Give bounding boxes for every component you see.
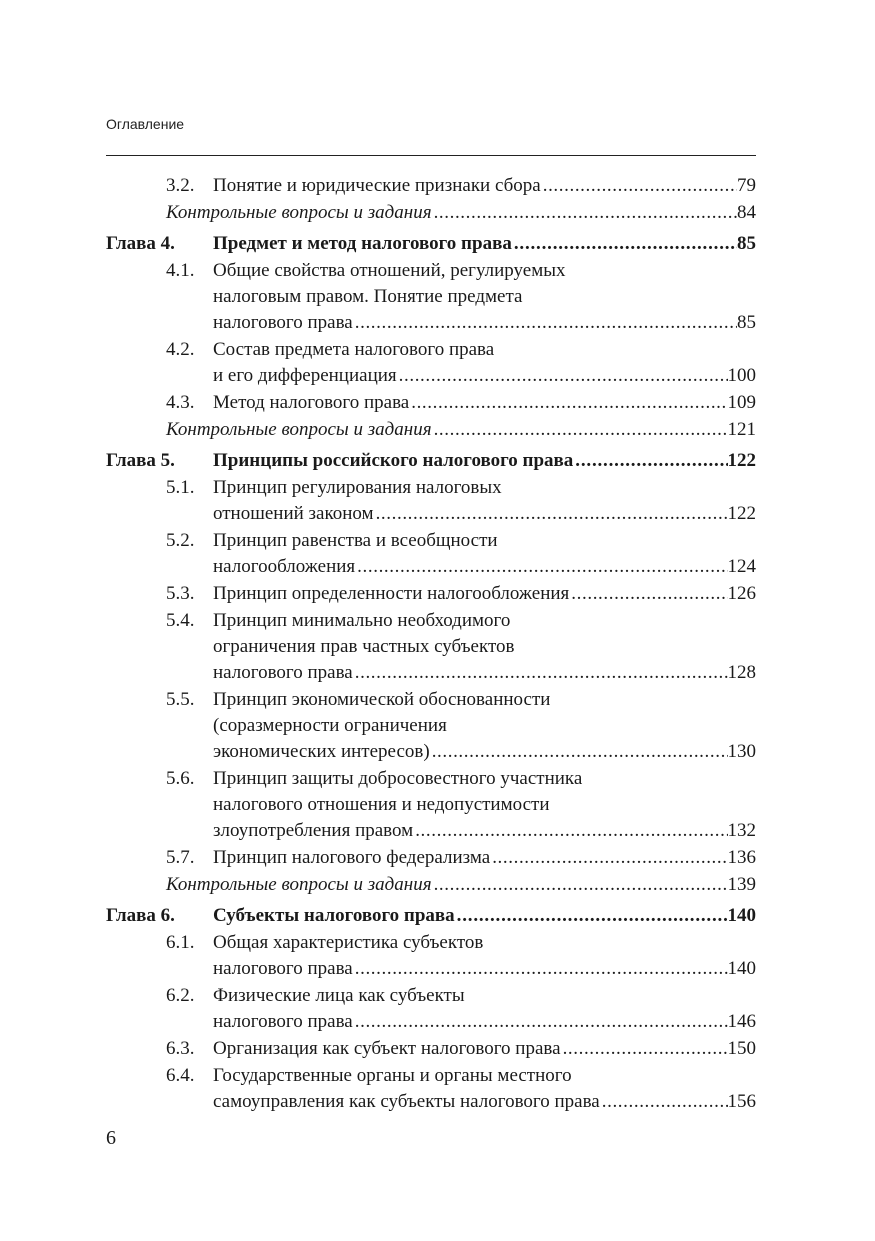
toc-entry-section	[106, 581, 756, 607]
toc-entry-title-line: Общая характеристика субъектов	[213, 932, 484, 953]
toc-entry-title-line: Принцип налогового федерализма	[213, 847, 491, 868]
toc-entry-page: 128	[727, 662, 756, 683]
toc-entry-number: Глава 6.	[106, 905, 175, 926]
toc-entry-number: 4.3.	[166, 392, 195, 413]
toc-entry-page: 132	[727, 820, 756, 841]
toc-entry-title-line: Организация как субъект налогового права	[213, 1038, 561, 1059]
toc-entry-title-line: налогового права	[213, 1011, 353, 1032]
toc-entry-section	[106, 390, 756, 416]
toc-entry-title	[213, 608, 756, 686]
toc-entry-section	[106, 766, 756, 844]
dot-leader	[353, 956, 728, 982]
toc-entry-title-line: налогообложения	[213, 556, 356, 577]
toc-entry-title-line: Принцип экономической обоснованности	[213, 689, 551, 710]
toc-entry-title-line: Контрольные вопросы и задания	[166, 419, 432, 440]
toc-entry-section	[106, 173, 756, 199]
toc-entry-page: 84	[737, 202, 756, 223]
toc-entry-title	[213, 258, 756, 336]
toc-entry-section	[106, 528, 756, 580]
toc-entry-number: 6.2.	[166, 985, 195, 1006]
toc-entry-control	[106, 872, 756, 898]
toc-entry-title-line: Принцип определенности налогообложения	[213, 583, 570, 604]
dot-leader	[409, 390, 727, 416]
toc-entry-title-line: Принцип равенства и всеобщности	[213, 530, 498, 551]
toc-entry-number: 6.3.	[166, 1038, 195, 1059]
toc-entry-title-line: Государственные органы и органы местного	[213, 1065, 572, 1086]
dot-leader	[455, 903, 728, 929]
toc-entry-title-line: Субъекты налогового права	[213, 905, 455, 926]
toc-entry-title-line: Принцип защиты добросовестного участника	[213, 768, 583, 789]
toc-entry-number: Глава 4.	[106, 233, 175, 254]
toc-entry-title-line: Контрольные вопросы и задания	[166, 874, 432, 895]
toc-entry-number: 5.3.	[166, 583, 195, 604]
toc-entry-title	[213, 231, 756, 257]
dot-leader	[432, 200, 737, 226]
toc-entry-title-line: Состав предмета налогового права	[213, 339, 495, 360]
toc-entry-page: 124	[727, 556, 756, 577]
toc-entry-number: 6.1.	[166, 932, 195, 953]
dot-leader	[413, 818, 727, 844]
toc-entry-page: 150	[727, 1038, 756, 1059]
toc-entry-section	[106, 930, 756, 982]
toc-entry-title	[166, 872, 756, 898]
toc-entry-page: 109	[727, 392, 756, 413]
dot-leader	[573, 448, 727, 474]
toc-entry-number: 5.5.	[166, 689, 195, 710]
dot-leader	[353, 1009, 728, 1035]
toc-entry-page: 140	[727, 905, 756, 926]
dot-leader	[561, 1036, 728, 1062]
toc-entry-title-line: экономических интересов)	[213, 741, 430, 762]
running-head: Оглавление	[106, 116, 185, 132]
toc-entry-section	[106, 608, 756, 686]
dot-leader	[353, 310, 737, 336]
toc-entry-page: 139	[727, 874, 756, 895]
toc-entry-page: 85	[737, 233, 756, 254]
toc-entry-number: 5.7.	[166, 847, 195, 868]
dot-leader	[432, 417, 728, 443]
toc-entry-title	[213, 448, 756, 474]
toc-entry-page: 122	[727, 503, 756, 524]
toc-entry-page: 130	[727, 741, 756, 762]
toc-entry-page: 140	[727, 958, 756, 979]
dot-leader	[490, 845, 727, 871]
toc-entry-title	[213, 1063, 756, 1115]
toc-entry-number: 6.4.	[166, 1065, 195, 1086]
toc-entry-title-line: Понятие и юридические признаки сбора	[213, 175, 541, 196]
toc-entry-page: 121	[727, 419, 756, 440]
header-rule	[106, 155, 756, 156]
toc-entry-title-line: Принцип минимально необходимого	[213, 610, 511, 631]
toc-entry-chapter	[106, 903, 756, 929]
toc-entry-title	[213, 930, 756, 982]
toc-entry-title-line: налогового права	[213, 312, 353, 333]
toc-entry-page: 79	[737, 175, 756, 196]
dot-leader	[512, 231, 737, 257]
toc-entry-title	[213, 1036, 756, 1062]
toc-entry-number: 5.6.	[166, 768, 195, 789]
dot-leader	[430, 739, 728, 765]
toc-entry-title-line: налогового права	[213, 958, 353, 979]
toc-entry-title	[166, 417, 756, 443]
toc-entry-control	[106, 200, 756, 226]
dot-leader	[353, 660, 728, 686]
toc-entry-number: 5.2.	[166, 530, 195, 551]
table-of-contents	[106, 172, 756, 1116]
toc-entry-title	[213, 903, 756, 929]
toc-entry-number: 4.1.	[166, 260, 195, 281]
toc-entry-title-line: самоуправления как субъекты налогового права	[213, 1091, 600, 1112]
toc-entry-title-line: ограничения прав частных субъектов	[213, 636, 515, 657]
toc-entry-title	[213, 581, 756, 607]
toc-entry-title	[213, 173, 756, 199]
toc-entry-number: 4.2.	[166, 339, 195, 360]
toc-entry-number: 3.2.	[166, 175, 195, 196]
dot-leader	[432, 872, 728, 898]
toc-entry-number: 5.1.	[166, 477, 195, 498]
toc-entry-title	[213, 337, 756, 389]
dot-leader	[541, 173, 737, 199]
toc-entry-title	[213, 845, 756, 871]
toc-entry-title-line: Физические лица как субъекты	[213, 985, 465, 1006]
dot-leader	[374, 501, 728, 527]
toc-entry-section	[106, 258, 756, 336]
toc-entry-chapter	[106, 448, 756, 474]
toc-entry-section	[106, 845, 756, 871]
toc-entry-title-line: налогового права	[213, 662, 353, 683]
dot-leader	[569, 581, 727, 607]
toc-entry-page: 156	[727, 1091, 756, 1112]
toc-entry-number: 5.4.	[166, 610, 195, 631]
toc-entry-title-line: налогового отношения и недопустимости	[213, 794, 550, 815]
toc-entry-title-line: злоупотребления правом	[213, 820, 414, 841]
toc-entry-page: 126	[727, 583, 756, 604]
toc-entry-title-line: и его дифференциация	[213, 365, 397, 386]
toc-entry-section	[106, 687, 756, 765]
toc-entry-title	[213, 528, 756, 580]
toc-entry-title-line: Предмет и метод налогового права	[213, 233, 512, 254]
dot-leader	[355, 554, 727, 580]
toc-entry-title-line: налоговым правом. Понятие предмета	[213, 286, 523, 307]
toc-entry-title	[213, 390, 756, 416]
toc-entry-section	[106, 983, 756, 1035]
dot-leader	[600, 1089, 728, 1115]
toc-entry-section	[106, 337, 756, 389]
toc-entry-title	[213, 687, 756, 765]
toc-entry-page: 136	[727, 847, 756, 868]
toc-entry-section	[106, 1036, 756, 1062]
toc-entry-number: Глава 5.	[106, 450, 175, 471]
toc-entry-control	[106, 417, 756, 443]
toc-entry-title	[213, 766, 756, 844]
page-number: 6	[106, 1127, 116, 1149]
toc-entry-page: 85	[737, 312, 756, 333]
toc-entry-title	[213, 475, 756, 527]
toc-entry-page: 146	[727, 1011, 756, 1032]
toc-entry-section	[106, 1063, 756, 1115]
toc-entry-title-line: Принцип регулирования налоговых	[213, 477, 502, 498]
toc-entry-section	[106, 475, 756, 527]
toc-entry-title-line: отношений законом	[213, 503, 374, 524]
toc-entry-title	[213, 983, 756, 1035]
toc-entry-title-line: Общие свойства отношений, регулируемых	[213, 260, 566, 281]
toc-entry-title-line: Принципы российского налогового права	[213, 450, 574, 471]
toc-entry-title	[166, 200, 756, 226]
toc-entry-chapter	[106, 231, 756, 257]
toc-entry-title-line: Контрольные вопросы и задания	[166, 202, 432, 223]
toc-entry-title-line: (соразмерности ограничения	[213, 715, 447, 736]
toc-entry-title-line: Метод налогового права	[213, 392, 410, 413]
toc-entry-page: 122	[727, 450, 756, 471]
toc-entry-page: 100	[727, 365, 756, 386]
dot-leader	[397, 363, 728, 389]
